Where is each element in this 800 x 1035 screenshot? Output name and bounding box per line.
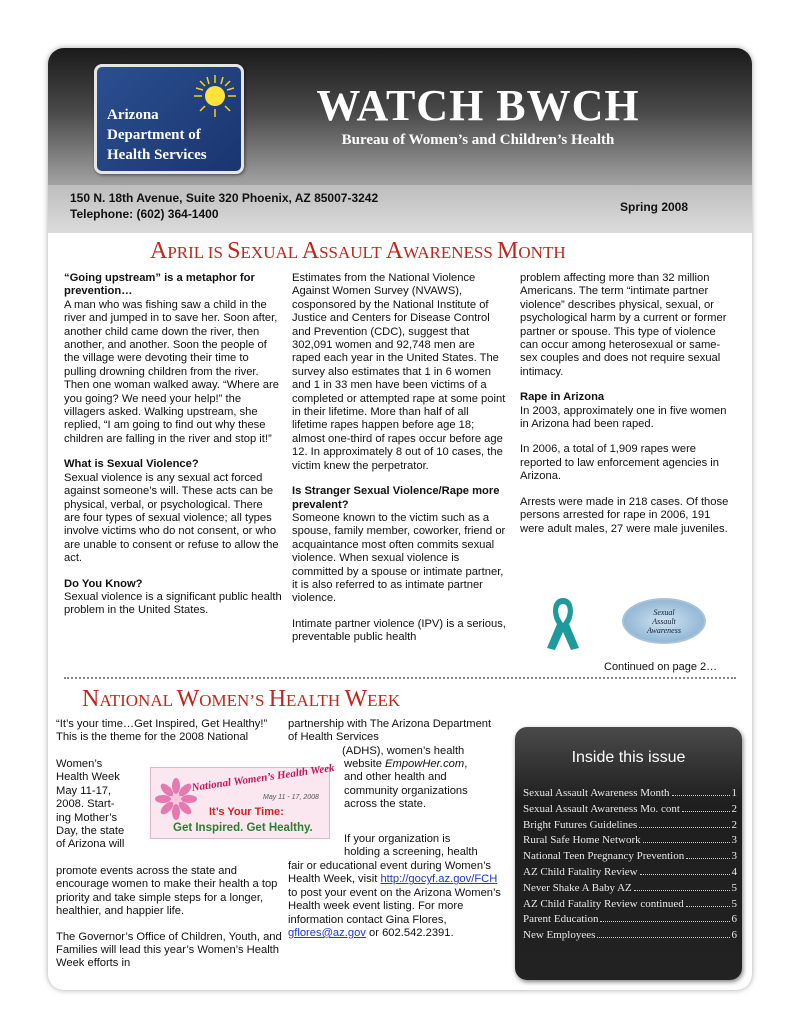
- address-line: 150 N. 18th Avenue, Suite 320 Phoenix, AZ 85007-3242: [70, 191, 379, 205]
- sexual-assault-awareness-badge: [622, 598, 706, 644]
- paragraph-public-health: Sexual violence is a significant public health problem in the United States.: [64, 590, 282, 617]
- toc-item[interactable]: [523, 898, 737, 914]
- empowher-website: EmpowHer.com: [385, 758, 465, 770]
- title-part: EXUAL: [240, 243, 302, 262]
- sun-icon: [192, 73, 238, 119]
- title-part: W: [344, 686, 368, 712]
- badge-text: Assault: [652, 616, 676, 626]
- text-line: [344, 758, 504, 771]
- text-run: to post your event on the Arizona Women’s Health week event listing. For more information contact Gina Flores,: [288, 886, 501, 926]
- toc-label: Parent Education: [523, 913, 599, 926]
- title-part: A: [385, 238, 404, 264]
- inside-this-issue-box: [515, 727, 742, 980]
- toc-page: 2: [731, 818, 737, 831]
- toc-item[interactable]: [523, 819, 737, 835]
- title-part: EALTH: [286, 691, 345, 710]
- text-line: of Arizona will: [56, 838, 125, 851]
- toc-item[interactable]: [523, 882, 737, 898]
- title-part: M: [497, 238, 519, 264]
- text-run: ,: [464, 758, 468, 770]
- nwhw-column-2-top: [288, 718, 502, 745]
- toc-item[interactable]: [523, 866, 737, 882]
- newsletter-subtitle: Bureau of Women’s and Children’s Health: [341, 132, 615, 148]
- toc-item[interactable]: [523, 834, 737, 850]
- continued-on-page-2: Continued on page 2…: [604, 661, 718, 673]
- nwhw-column-2-narrow: [342, 745, 502, 758]
- toc-page: 6: [731, 929, 737, 942]
- toc-leader: [686, 906, 730, 907]
- title-part: SSAULT: [319, 243, 386, 262]
- nwhw-column-2-bottom: [288, 860, 502, 952]
- toc-leader: [643, 842, 730, 843]
- heading-stranger-violence: Is Stranger Sexual Violence/Rape more prevalent?: [292, 485, 500, 511]
- nwhw-image-title: National Women’s Health Week: [190, 762, 336, 794]
- text-line: Women’s: [56, 758, 103, 770]
- nwhw-tagline-2: Get Inspired. Get Healthy.: [173, 822, 313, 834]
- text-line: Health Week: [56, 771, 120, 784]
- newsletter-title: WATCH BWCH: [316, 81, 640, 130]
- toc-label: Sexual Assault Awareness Month: [523, 787, 670, 799]
- heading-going-upstream: “Going upstream” is a metaphor for prevention…: [64, 272, 255, 298]
- nwhw-column-1-bottom: [56, 865, 282, 983]
- toc-leader: [600, 921, 729, 922]
- paragraph-partnership: partnership with The Arizona Department of Health Services: [288, 718, 492, 744]
- section-divider: [64, 677, 736, 679]
- text-line: across the state.: [344, 798, 427, 811]
- nwhw-column-1-narrow: [56, 758, 146, 852]
- paragraph-nwhw-promote: promote events across the state and encourage women to make their health a top priority and take simple steps for a longer, healthier, and happier life.: [56, 865, 278, 918]
- toc-leader: [639, 827, 729, 828]
- inside-this-issue-title: Inside this issue: [571, 749, 686, 766]
- toc-leader: [672, 795, 730, 796]
- text-line: 2008. Start-: [56, 798, 115, 811]
- contact-address: [70, 190, 378, 222]
- title-part: A: [301, 238, 320, 264]
- email-link[interactable]: gflores@az.gov: [288, 927, 366, 940]
- table-of-contents: [523, 787, 737, 945]
- title-part: EEK: [367, 691, 401, 710]
- text-line: and other health and: [344, 771, 447, 784]
- nwhw-image-date: May 11 - 17, 2008: [263, 794, 319, 801]
- paragraph-known-to-victim: Someone known to the victim such as a spouse, family member, coworker, friend or acquaintance most often commits sexual violence. When sexual violence is committed by a spouse or intimate partner, it is also referred to as intimate partner violence.: [292, 511, 506, 605]
- text-line: community organizations: [344, 784, 468, 797]
- toc-page: 5: [731, 897, 737, 910]
- title-part: OMEN’S: [199, 691, 269, 710]
- toc-label: National Teen Pregnancy Prevention: [523, 850, 685, 863]
- paragraph-sexual-violence-definition: Sexual violence is any sexual act forced against someone’s will. These acts can be physical, verbal, or psychological. There are four types of sexual violence; all types involve victims who do not consent, or who are unable to consent or refuse to allow the act.: [64, 471, 279, 565]
- paragraph-nwhw-theme: “It’s your time…Get Inspired, Get Healthy!” This is the theme for the 2008 National: [56, 718, 268, 744]
- nwhw-column-2-website: [344, 758, 504, 812]
- logo-text-line1: Arizona: [107, 107, 159, 123]
- paragraph-nvaws-estimates: Estimates from the National Violence Against Women Survey (NVAWS), cosponsored by the National Institute of Justice and Centers for Disease Control and Prevention (CDC), suggest that 302,091 women and 92,748 men are raped each year in the United States. The survey also estimates that 1 in 6 women and 1 in 33 men have been victims of a completed or attempted rape at some point in their lifetime. More than half of all lifetime rapes happen before age 18; almost one-third of rapes occur before age 12. In approximately 8 out of 10 cases, the victim knew the perpetrator.: [292, 272, 506, 472]
- toc-label: Never Shake A Baby AZ: [523, 881, 632, 894]
- toc-page: 3: [731, 850, 737, 863]
- text-line: (ADHS), women’s health: [342, 745, 465, 757]
- toc-leader: [597, 937, 729, 938]
- phone-line: Telephone: (602) 364-1400: [70, 207, 219, 221]
- toc-label: AZ Child Fatality Review: [523, 865, 638, 878]
- text-run: fair or educational event during Women’s Health Week, visit: [288, 860, 491, 886]
- toc-leader: [686, 858, 729, 859]
- toc-label: Bright Futures Guidelines: [523, 818, 638, 831]
- title-part: WARENESS: [403, 243, 498, 262]
- logo-text-line3: Health Services: [107, 147, 207, 163]
- text-line: Day, the state: [56, 825, 125, 838]
- adhs-logo: [94, 64, 244, 174]
- badge-text: Awareness: [647, 625, 681, 635]
- toc-item[interactable]: [523, 913, 737, 929]
- heading-rape-in-arizona: Rape in Arizona: [520, 391, 605, 404]
- toc-label: New Employees: [523, 929, 596, 942]
- title-part: PRIL IS: [167, 243, 228, 262]
- title-part: W: [176, 686, 200, 712]
- paragraph-upstream-story: A man who was fishing saw a child in the river and jumped in to save her. Soon after, another child came down the river, then another, and another. Soon the people of the village were devoting their time to pulling drowning children from the river. Then one woman walked away. “Where are you going? We need your help!” the villagers asked. Walking upstream, she replied, “I am going to find out why these children are falling in the river and stop it!”: [64, 298, 279, 445]
- toc-label: AZ Child Fatality Review continued: [523, 897, 684, 910]
- toc-page: 6: [731, 913, 737, 926]
- article-column-2: [292, 272, 506, 657]
- paragraph-ipv-intro: Intimate partner violence (IPV) is a serious, preventable public health: [292, 617, 506, 644]
- title-part: N: [82, 686, 100, 712]
- nwhw-column-1-top: [56, 718, 278, 745]
- section-title-sexual-assault: [150, 238, 566, 265]
- paragraph-2006-reports: In 2006, a total of 1,909 rapes were reported to law enforcement agencies in Arizona.: [520, 443, 720, 483]
- nwhw-promo-image: [150, 762, 336, 839]
- logo-text-line2: Department of: [107, 127, 201, 143]
- title-part: ATIONAL: [99, 691, 177, 710]
- heading-do-you-know: Do You Know?: [64, 577, 143, 590]
- toc-label: Rural Safe Home Network: [523, 834, 641, 847]
- badge-text: Sexual: [653, 607, 675, 617]
- toc-leader: [634, 890, 730, 891]
- text-line: holding a screening, health: [344, 846, 478, 859]
- paragraph-ipv-continued: problem affecting more than 32 million Americans. The term “intimate partner violence” describes physical, sexual, or psychological harm by a current or former partner or spouse. This type of violence can occur among heterosexual or same-sex couples and does not require sexual intimacy.: [520, 272, 727, 378]
- toc-item[interactable]: [523, 787, 737, 803]
- text-line: May 11-17,: [56, 784, 112, 797]
- article-column-1: [64, 272, 282, 630]
- toc-label: Sexual Assault Awareness Mo. cont: [523, 802, 680, 815]
- title-part: H: [268, 686, 287, 712]
- toc-leader: [682, 811, 730, 812]
- heading-what-is-sexual-violence: What is Sexual Violence?: [64, 458, 199, 471]
- gocyf-link[interactable]: http://gocyf.az.gov/FCH: [380, 873, 498, 886]
- paragraph-event-listing: [288, 860, 502, 940]
- title-part: ONTH: [518, 243, 566, 262]
- text-run: or 602.542.2391.: [365, 927, 454, 940]
- title-part: A: [150, 238, 168, 264]
- text-run: website: [344, 758, 386, 770]
- text-line: If your organization is: [344, 833, 451, 845]
- toc-page: 1: [731, 787, 737, 799]
- paragraph-governors-office: The Governor’s Office of Children, Youth, and Families will lead this year’s Women’s Health Week efforts in: [56, 930, 282, 970]
- toc-item[interactable]: [523, 803, 737, 819]
- nwhw-column-2-narrow-2: [344, 833, 504, 860]
- toc-page: 2: [731, 802, 737, 815]
- toc-leader: [640, 874, 730, 875]
- paragraph-2003-stat: In 2003, approximately one in five women in Arizona had been raped.: [520, 404, 727, 431]
- nwhw-tagline-1: It’s Your Time:: [209, 806, 284, 818]
- toc-item[interactable]: [523, 850, 737, 866]
- section-title-womens-health-week: [82, 686, 400, 713]
- article-column-3: [520, 272, 732, 548]
- text-line: ing Mother’s: [56, 811, 118, 824]
- paragraph-arrests: Arrests were made in 218 cases. Of those persons arrested for rape in 2006, 191 were adult males, 27 were male juveniles.: [520, 495, 729, 535]
- toc-page: 4: [731, 865, 737, 878]
- toc-page: 5: [731, 881, 737, 894]
- teal-ribbon-icon: [543, 594, 583, 652]
- issue-season: Spring 2008: [620, 200, 689, 214]
- title-part: S: [227, 238, 241, 264]
- toc-item[interactable]: [523, 929, 737, 945]
- toc-page: 3: [731, 834, 737, 847]
